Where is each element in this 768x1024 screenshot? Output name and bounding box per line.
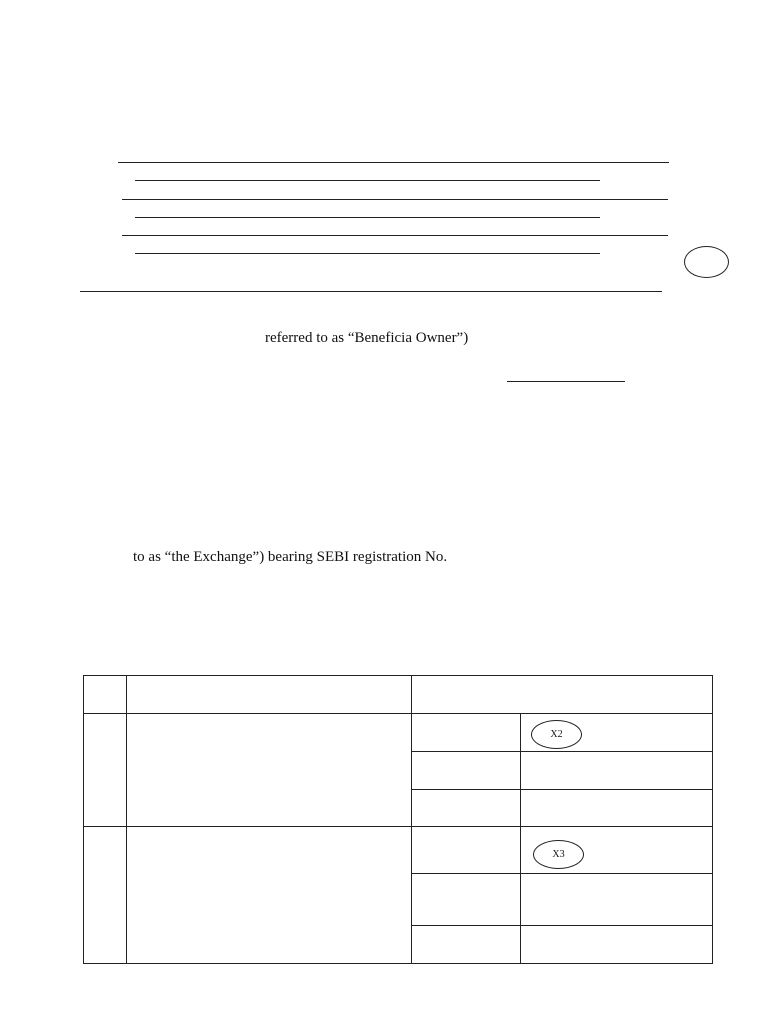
table-row-divider-b <box>411 789 713 790</box>
blank-line-7 <box>80 291 662 292</box>
table-row-divider-header <box>83 713 713 714</box>
exchange-text: to as “the Exchange”) bearing SEBI registration No. <box>133 549 448 565</box>
table-col-divider-1 <box>126 675 127 964</box>
table-row-divider-a <box>411 751 713 752</box>
blank-line-6 <box>135 253 600 254</box>
side-marker-oval <box>684 246 729 278</box>
table-marker-x2-label: X2 <box>550 729 563 740</box>
blank-line-5 <box>122 235 668 236</box>
table-marker-x3 <box>533 840 584 869</box>
blank-line-1 <box>118 162 669 163</box>
table-row-divider-section <box>83 826 713 827</box>
table-col-divider-2 <box>411 675 412 964</box>
blank-line-4 <box>135 217 600 218</box>
details-table <box>83 675 713 964</box>
blank-line-short <box>507 381 625 382</box>
table-row-divider-d <box>411 925 713 926</box>
table-row-divider-c <box>411 873 713 874</box>
table-marker-x2 <box>531 720 582 749</box>
blank-line-2 <box>135 180 600 181</box>
table-marker-x3-label: X3 <box>552 849 565 860</box>
blank-line-3 <box>122 199 668 200</box>
beneficial-owner-text: referred to as “Beneficia Owner”) <box>265 330 469 346</box>
